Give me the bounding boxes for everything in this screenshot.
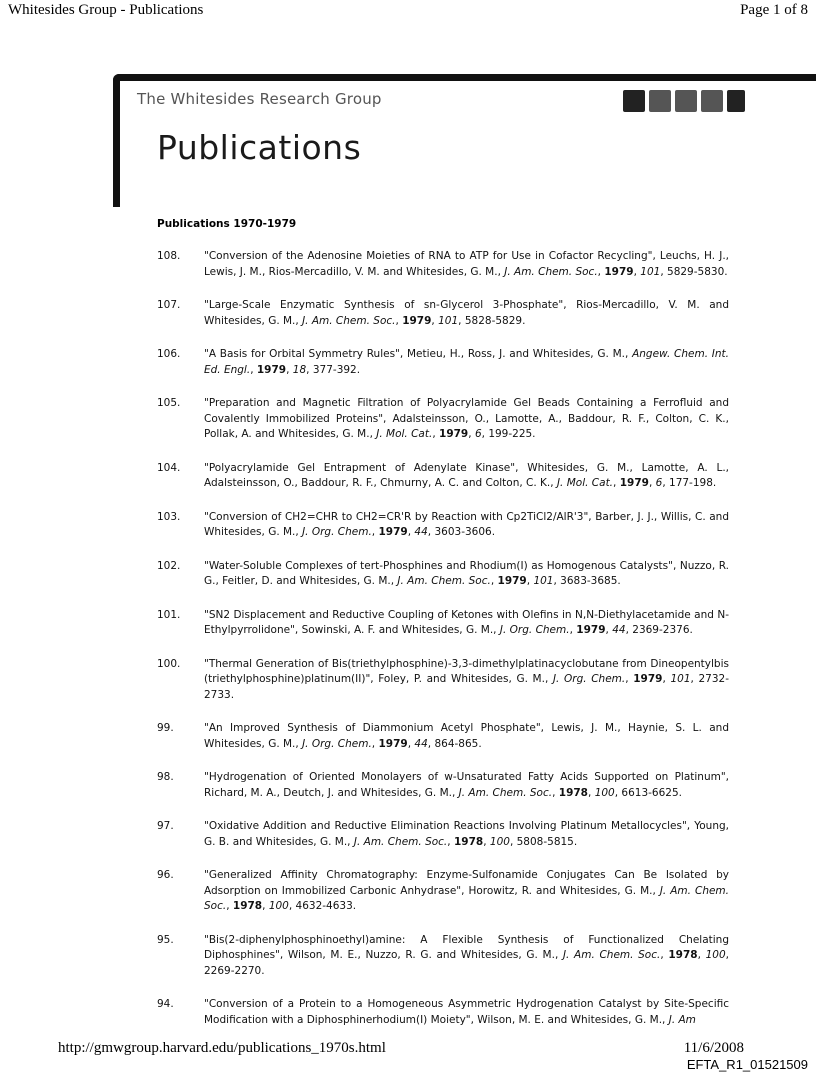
citation-title-authors: "Generalized Affinity Chromatography: Enzyme-Sulfonamide Conjugates Can Be Isolated by Adsorption on Immobilized Carbonic Anhydrase", Horowitz, R. and Whitesides, G. M., <box>204 869 729 897</box>
entry-number: 96. <box>157 869 174 881</box>
citation-year: 1979 <box>633 673 663 685</box>
citation-volume: 101 <box>640 265 661 278</box>
citation-pages: 2732-2733. <box>204 673 729 701</box>
citation-separator: , <box>226 900 233 912</box>
citation-journal: J. Org. Chem. <box>499 624 570 636</box>
nav-square-icon <box>623 90 645 112</box>
entry-citation: "Large-Scale Enzymatic Synthesis of sn-Glycerol 3-Phosphate", Rios-Mercadillo, V. M. and Whitesides, G. M., J. Am. Chem. Soc., 1979, 101, 5828-5829. <box>204 299 729 327</box>
citation-separator: , <box>395 314 403 327</box>
entry-number: 95. <box>157 933 174 946</box>
nav-square-icon <box>727 90 745 112</box>
citation-title-authors: "SN2 Displacement and Reductive Coupling of Ketones with Olefins in N,N-Diethylacetamide and N-Ethylpyrrolidone", Sowinski, A. F. and Whitesides, G. M., <box>204 608 729 636</box>
publication-entry <box>157 510 729 541</box>
entry-citation: "Preparation and Magnetic Filtration of Polyacrylamide Gel Beads Containing a Ferrofluid and Covalently Immobilized Proteins", Adalsteinsson, O., Lamotte, A., Baddour, R. F., Colton, C. K., Pollak, A. and Whitesides, G. M., J. Mol. Cat., 1979, 6, 199-225. <box>204 397 729 440</box>
publication-list <box>157 249 729 1046</box>
citation-pages: 177-198. <box>669 477 717 489</box>
citation-journal: J. Am. Chem. Soc. <box>302 314 396 327</box>
citation-title-authors: "Hydrogenation of Oriented Monolayers of w-Unsaturated Fatty Acids Supported on Platinum", Richard, M. A., Deutch, J. and Whitesides, G. M., <box>204 771 729 799</box>
citation-pages: 5808-5815. <box>516 835 578 848</box>
document-id: EFTA_R1_01521509 <box>686 1057 808 1072</box>
citation-pages: 2369-2376. <box>632 624 693 636</box>
citation-volume: 18 <box>292 363 307 376</box>
citation-pages: 5828-5829. <box>464 314 526 327</box>
entry-citation: "Generalized Affinity Chromatography: Enzyme-Sulfonamide Conjugates Can Be Isolated by Adsorption on Immobilized Carbonic Anhydrase", Horowitz, R. and Whitesides, G. M., J. Am. Chem. Soc., 1978, 100, 4632-4633. <box>204 869 729 912</box>
publication-entry <box>157 868 729 915</box>
citation-pages: 6613-6625. <box>621 786 682 799</box>
publication-entry <box>157 396 729 443</box>
citation-separator: , <box>447 835 454 848</box>
entry-citation: "Hydrogenation of Oriented Monolayers of w-Unsaturated Fatty Acids Supported on Platinum", Richard, M. A., Deutch, J. and Whitesides, G. M., J. Am. Chem. Soc., 1978, 100, 6613-6625. <box>204 771 729 799</box>
citation-separator: , <box>371 526 379 538</box>
citation-pages: 3603-3606. <box>434 526 496 538</box>
publication-entry <box>157 249 729 280</box>
citation-year: 1979 <box>256 363 287 376</box>
group-name: The Whitesides Research Group <box>137 90 382 108</box>
entry-citation: "Thermal Generation of Bis(triethylphosphine)-3,3-dimethylplatinacyclobutane from Dineopentylbis (triethylphosphine)platinum(II)", Foley, P. and Whitesides, G. M., J. Org. Chem., 1979, 101, 2732-2733. <box>204 657 729 701</box>
entry-citation: "Oxidative Addition and Reductive Elimination Reactions Involving Platinum Metallocycles", Young, G. B. and Whitesides, G. M., J. Am. Chem. Soc., 1978, 100, 5808-5815. <box>204 820 729 848</box>
publication-entry <box>157 608 729 639</box>
print-footer-date: 11/6/2008 <box>683 1040 744 1056</box>
citation-journal: Angew. Chem. Int. Ed. Engl. <box>204 348 729 376</box>
citation-volume: 100 <box>268 900 289 912</box>
publication-entry <box>157 819 729 850</box>
entry-citation <box>204 997 729 1028</box>
citation-separator: , <box>597 265 605 278</box>
citation-title-authors: "An Improved Synthesis of Diammonium Acetyl Phosphate", Lewis, J. M., Haynie, S. L. and Whitesides, G. M., <box>204 722 729 750</box>
citation-title-authors: "Polyacrylamide Gel Entrapment of Adenylate Kinase", Whitesides, G. M., Lamotte, A. L., Adalsteinsson, O., Baddour, R. F., Chmurny, A. C. and Colton, C. K., <box>204 461 729 489</box>
print-header-title: Whitesides Group - Publications <box>8 2 204 18</box>
citation-title-authors: "Large-Scale Enzymatic Synthesis of sn-Glycerol 3-Phosphate", Rios-Mercadillo, V. M. and Whitesides, G. M., <box>204 299 729 327</box>
citation-pages: 199-225. <box>488 428 536 440</box>
citation-year: 1979 <box>576 624 606 636</box>
publication-entry <box>157 461 729 492</box>
citation-year: 1979 <box>497 575 527 587</box>
entry-number: 106. <box>157 348 181 360</box>
entry-citation: "SN2 Displacement and Reductive Coupling of Ketones with Olefins in N,N-Diethylacetamide and N-Ethylpyrrolidone", Sowinski, A. F. and Whitesides, G. M., J. Org. Chem., 1979, 44, 2369-2376. <box>204 608 729 636</box>
entry-number: 97. <box>157 820 174 832</box>
citation-title-authors: "Water-Soluble Complexes of tert-Phosphines and Rhodium(I) as Homogenous Catalysts", Nuzzo, R. G., Feitler, D. and Whitesides, G. M., <box>204 559 729 587</box>
citation-pages: 3683-3685. <box>560 575 621 587</box>
entry-citation: "A Basis for Orbital Symmetry Rules", Metieu, H., Ross, J. and Whitesides, G. M., Angew. Chem. Int. Ed. Engl., 1979, 18, 377-392. <box>204 348 729 376</box>
citation-year: 1978 <box>453 835 484 848</box>
banner-bar-left <box>113 74 120 207</box>
citation-volume: 44 <box>612 624 626 636</box>
citation-volume: 100 <box>489 835 510 848</box>
publication-entry <box>157 721 729 752</box>
citation-journal: J. Am <box>668 1013 696 1026</box>
citation-year: 1979 <box>378 526 408 538</box>
citation-journal: J. Mol. Cat. <box>556 477 614 489</box>
print-footer <box>0 1040 816 1073</box>
print-footer-url: http://gmwgroup.harvard.edu/publications_1970s.html <box>58 1040 386 1056</box>
entry-number: 101. <box>157 608 181 621</box>
citation-title-authors: "Conversion of a Protein to a Homogeneous Asymmetric Hydrogenation Catalyst by Site-Specific Modification with a Diphosphinerhodium(I) Moiety", Wilson, M. E. and Whitesides, G. M., <box>204 998 729 1026</box>
citation-journal: J. Mol. Cat. <box>376 428 433 440</box>
citation-volume: 101 <box>533 575 554 587</box>
citation-year: 1978 <box>558 786 588 799</box>
entry-citation: "Conversion of CH2=CHR to CH2=CR'R by Reaction with Cp2TiCl2/AlR'3", Barber, J. J., Willis, C. and Whitesides, G. M., J. Org. Chem., 1979, 44, 3603-3606. <box>204 510 729 538</box>
citation-separator: , <box>250 363 257 376</box>
citation-separator: , <box>569 624 577 636</box>
citation-year: 1978 <box>668 949 698 961</box>
citation-pages: 5829-5830. <box>667 265 728 278</box>
citation-volume: 6 <box>655 477 663 489</box>
banner-bar-top <box>113 74 816 81</box>
section-heading: Publications 1970-1979 <box>157 218 297 230</box>
citation-journal: J. Org. Chem. <box>552 673 626 685</box>
publication-entry <box>157 933 729 980</box>
citation-year: 1979 <box>378 737 408 750</box>
citation-pages: 2269-2270. <box>204 964 265 977</box>
citation-separator: , <box>613 477 620 489</box>
citation-volume: 44 <box>414 526 428 538</box>
citation-separator: , <box>552 786 559 799</box>
citation-pages: 864-865. <box>434 737 482 750</box>
citation-journal: J. Am. Chem. Soc. <box>353 835 448 848</box>
entry-number: 100. <box>157 657 181 670</box>
entry-citation: "Conversion of the Adenosine Moieties of RNA to ATP for Use in Cofactor Recycling", Leuchs, H. J., Lewis, J. M., Rios-Mercadillo, V. M. and Whitesides, G. M., J. Am. Chem. Soc., 1979, 101, 5829-5830. <box>204 250 729 278</box>
entry-number: 103. <box>157 510 181 523</box>
citation-volume: 101 <box>438 314 459 327</box>
citation-volume: 6 <box>474 428 482 440</box>
citation-title-authors: "Oxidative Addition and Reductive Elimination Reactions Involving Platinum Metallocycles", Young, G. B. and Whitesides, G. M., <box>204 820 729 848</box>
citation-title-authors: "A Basis for Orbital Symmetry Rules", Metieu, H., Ross, J. and Whitesides, G. M., <box>204 348 633 360</box>
citation-title-authors: "Bis(2-diphenylphosphinoethyl)amine: A Flexible Synthesis of Functionalized Chelating Diphosphines", Wilson, M. E., Nuzzo, R. G. and Whitesides, G. M., <box>204 933 729 961</box>
citation-volume: 100 <box>594 786 615 799</box>
entry-number: 105. <box>157 397 181 409</box>
entry-citation: "Bis(2-diphenylphosphinoethyl)amine: A Flexible Synthesis of Functionalized Chelating Diphosphines", Wilson, M. E., Nuzzo, R. G. and Whitesides, G. M., J. Am. Chem. Soc., 1978, 100, 2269-2270. <box>204 933 729 977</box>
citation-year: 1978 <box>232 900 263 912</box>
citation-title-authors: "Conversion of CH2=CHR to CH2=CR'R by Reaction with Cp2TiCl2/AlR'3", Barber, J. J., Willis, C. and Whitesides, G. M., <box>204 510 729 538</box>
citation-journal: J. Am. Chem. Soc. <box>504 265 598 278</box>
citation-separator: , <box>371 737 379 750</box>
citation-year: 1979 <box>402 314 432 327</box>
citation-journal: J. Am. Chem. Soc. <box>204 884 729 912</box>
publication-entry <box>157 559 729 590</box>
citation-separator: , <box>625 673 634 685</box>
citation-year: 1979 <box>604 265 634 278</box>
entry-citation: "Polyacrylamide Gel Entrapment of Adenylate Kinase", Whitesides, G. M., Lamotte, A. L., Adalsteinsson, O., Baddour, R. F., Chmurny, A. C. and Colton, C. K., J. Mol. Cat., 1979, 6, 177-198. <box>204 461 729 489</box>
citation-journal: J. Am. Chem. Soc. <box>397 575 491 587</box>
entry-number: 99. <box>157 722 174 734</box>
page-title: Publications <box>157 128 362 167</box>
publication-entry <box>157 997 729 1028</box>
entry-number: 107. <box>157 299 181 311</box>
publication-entry <box>157 298 729 329</box>
nav-square-icon <box>701 90 723 112</box>
citation-volume: 100 <box>705 949 726 961</box>
citation-title-authors: "Preparation and Magnetic Filtration of Polyacrylamide Gel Beads Containing a Ferrofluid and Covalently Immobilized Proteins", Adalsteinsson, O., Lamotte, A., Baddour, R. F., Colton, C. K., Pollak, A. and Whitesides, G. M., <box>204 397 729 440</box>
entry-number: 98. <box>157 771 174 783</box>
publication-entry <box>157 347 729 378</box>
entry-citation: "An Improved Synthesis of Diammonium Acetyl Phosphate", Lewis, J. M., Haynie, S. L. and Whitesides, G. M., J. Org. Chem., 1979, 44, 864-865. <box>204 722 729 750</box>
nav-square-icon <box>675 90 697 112</box>
entry-citation: "Water-Soluble Complexes of tert-Phosphines and Rhodium(I) as Homogenous Catalysts", Nuzzo, R. G., Feitler, D. and Whitesides, G. M., J. Am. Chem. Soc., 1979, 101, 3683-3685. <box>204 559 729 587</box>
citation-title-authors: "Conversion of the Adenosine Moieties of RNA to ATP for Use in Cofactor Recycling", Leuchs, H. J., Lewis, J. M., Rios-Mercadillo, V. M. and Whitesides, G. M., <box>204 250 729 278</box>
citation-separator: , <box>432 428 440 440</box>
print-header <box>0 0 816 24</box>
publication-entry <box>157 657 729 704</box>
print-header-page: Page 1 of 8 <box>740 2 808 18</box>
citation-year: 1979 <box>439 428 469 440</box>
publication-entry <box>157 770 729 801</box>
citation-separator: , <box>490 575 498 587</box>
citation-year: 1979 <box>619 477 649 489</box>
nav-square-icon <box>649 90 671 112</box>
citation-journal: J. Am. Chem. Soc. <box>562 949 661 961</box>
citation-journal: J. Am. Chem. Soc. <box>458 786 553 799</box>
citation-separator: , <box>660 949 669 961</box>
citation-volume: 44 <box>414 737 428 750</box>
entry-number: 108. <box>157 250 181 262</box>
citation-pages: 4632-4633. <box>295 900 357 912</box>
citation-journal: J. Org. Chem. <box>302 737 372 750</box>
citation-volume: 101 <box>670 673 691 685</box>
citation-title-authors: "Thermal Generation of Bis(triethylphosphine)-3,3-dimethylplatinacyclobutane from Dineopentylbis (triethylphosphine)platinum(II)", Foley, P. and Whitesides, G. M., <box>204 657 729 685</box>
citation-journal: J. Org. Chem. <box>302 526 372 538</box>
entry-number: 104. <box>157 461 181 474</box>
entry-number: 102. <box>157 559 181 572</box>
citation-pages: 377-392. <box>312 363 361 376</box>
entry-number: 94. <box>157 998 174 1010</box>
